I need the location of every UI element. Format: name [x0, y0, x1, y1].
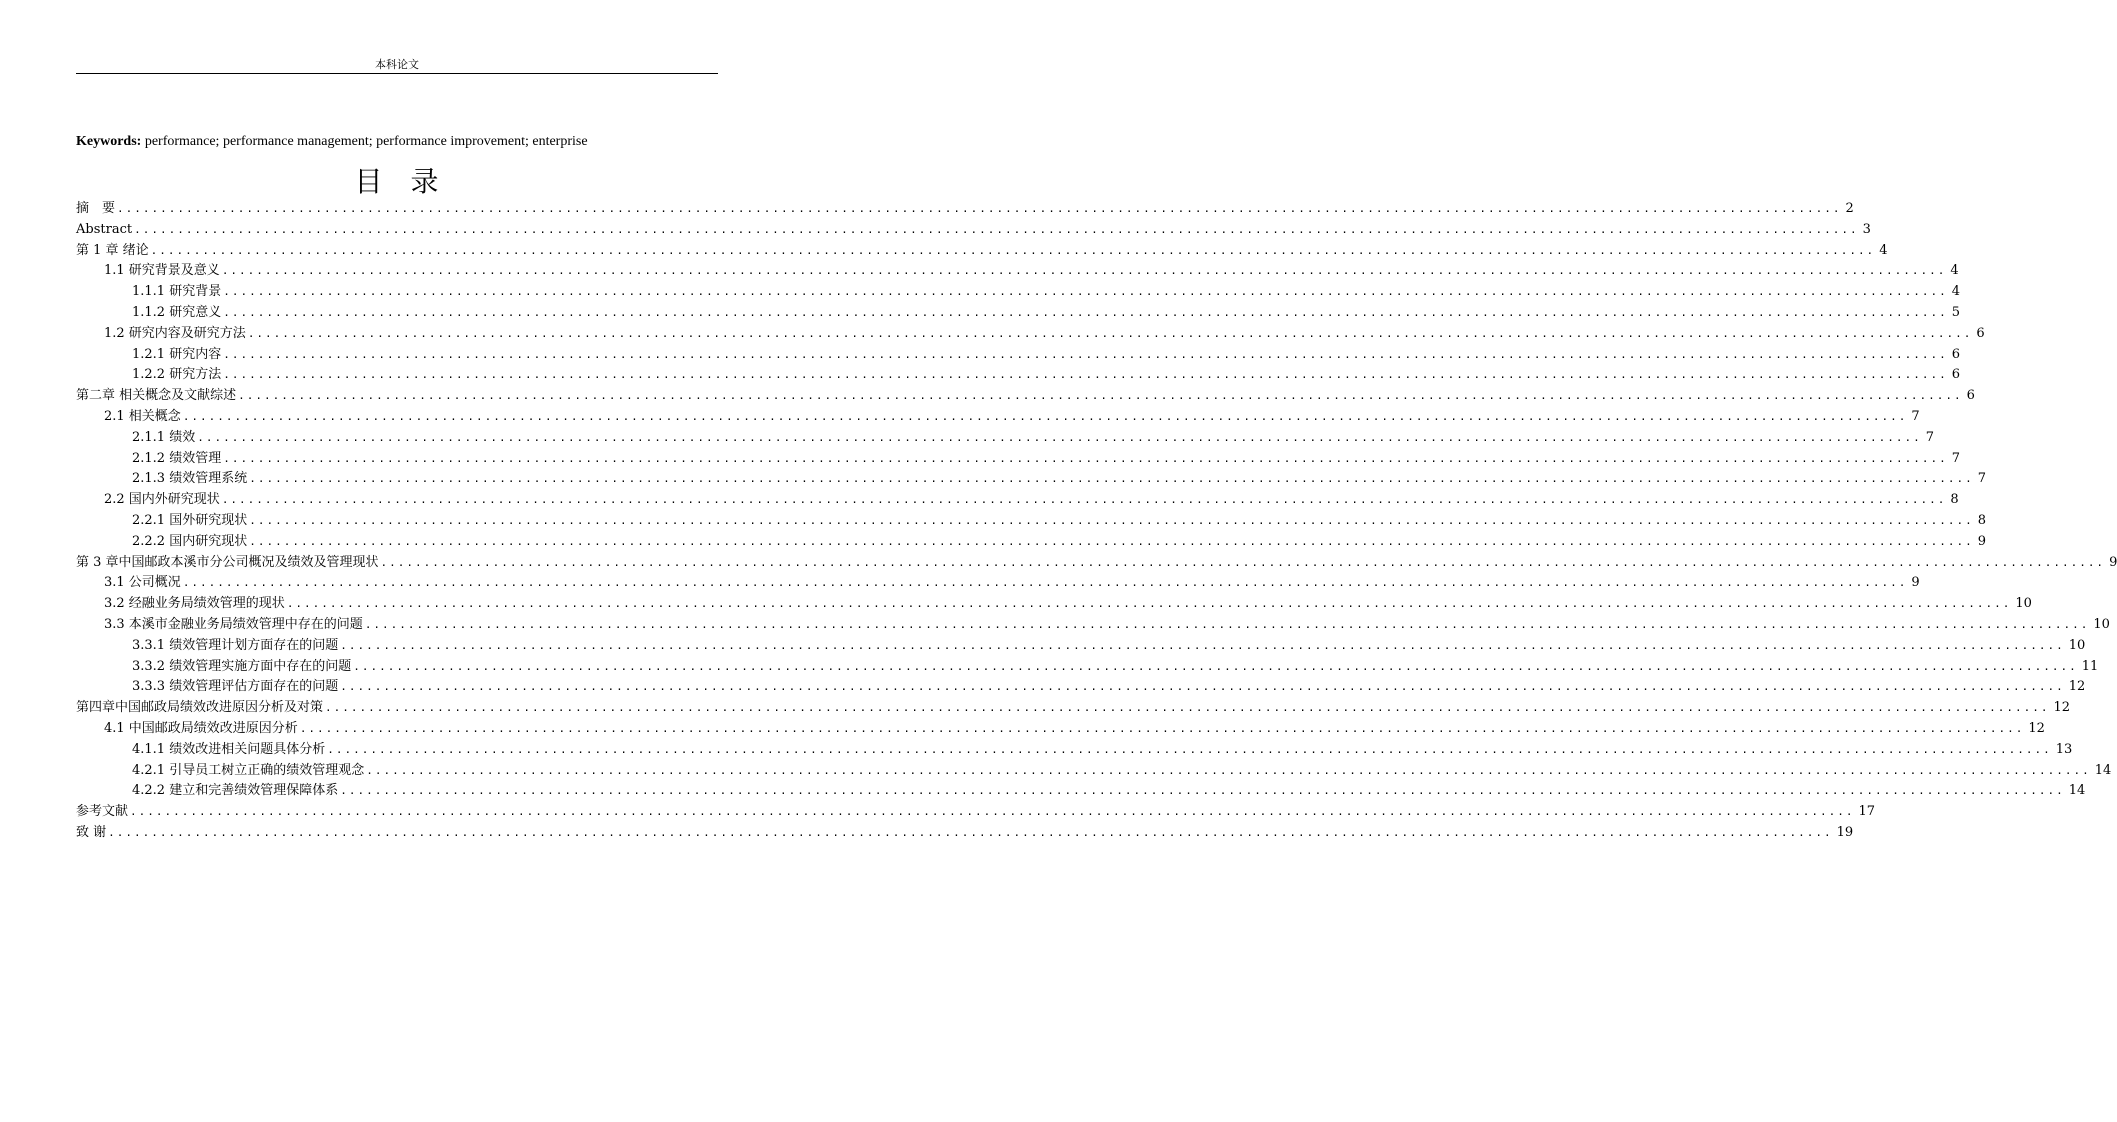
toc-entry-label: 2.1.3 绩效管理系统 — [132, 471, 248, 487]
toc-entry[interactable] — [76, 761, 2112, 782]
toc-leader-dots: ........................................................................................................................................................................................................ — [130, 805, 1855, 819]
toc-entry-page: 14 — [2068, 783, 2086, 799]
toc-entry[interactable] — [76, 802, 1876, 823]
toc-entry-page: 8 — [1977, 512, 1987, 528]
toc-leader-dots: ........................................................................................................................................................................................................ — [223, 368, 1948, 382]
toc-entry[interactable] — [76, 698, 2071, 719]
toc-entry-page: 4 — [1879, 242, 1888, 258]
toc-entry-page: 8 — [1950, 492, 1959, 508]
toc-entry-page: 6 — [1951, 367, 1961, 383]
toc-entry-label: 3.1 公司概况 — [104, 575, 181, 591]
toc-entry-page: 5 — [1951, 304, 1961, 320]
toc-entry-page: 7 — [1951, 450, 1961, 466]
toc-entry-page: 7 — [1925, 429, 1935, 445]
toc-entry[interactable] — [76, 345, 1961, 366]
toc-leader-dots: ........................................................................................................................................................................................................ — [353, 659, 2078, 673]
toc-leader-dots: ........................................................................................................................................................................................................ — [223, 451, 1948, 465]
toc-entry-label: 第 3 章中国邮政本溪市分公司概况及绩效及管理现状 — [76, 554, 379, 570]
toc-entry[interactable] — [76, 199, 1854, 220]
toc-entry[interactable] — [76, 241, 1888, 262]
toc-leader-dots: ........................................................................................................................................................................................................ — [182, 576, 1908, 590]
toc-entry-page: 3 — [1862, 221, 1871, 237]
toc-entry[interactable] — [76, 386, 1975, 407]
toc-leader-dots: ........................................................................................................................................................................................................ — [247, 326, 1973, 340]
toc-entry[interactable] — [76, 407, 1920, 428]
keywords-value: performance; performance management; performance improvement; enterprise — [141, 134, 588, 149]
toc-entry-label: 3.2 经融业务局绩效管理的现状 — [104, 596, 285, 612]
toc-leader-dots: ........................................................................................................................................................................................................ — [325, 701, 2050, 715]
toc-entry-label: 致 谢 — [76, 824, 107, 840]
toc-leader-dots: ........................................................................................................................................................................................................ — [223, 347, 1948, 361]
toc-entry-label: 2.2.1 国外研究现状 — [132, 512, 248, 528]
toc-entry-label: 参考文献 — [76, 804, 129, 820]
toc-leader-dots: ........................................................................................................................................................................................................ — [134, 222, 1859, 236]
toc-leader-dots: ........................................................................................................................................................................................................ — [340, 784, 2065, 798]
toc-entry-page: 10 — [2093, 616, 2110, 632]
toc-entry[interactable] — [76, 282, 1961, 303]
toc-leader-dots: ........................................................................................................................................................................................................ — [117, 202, 1842, 215]
toc-entry[interactable] — [76, 573, 1920, 594]
toc-leader-dots: ........................................................................................................................................................................................................ — [249, 513, 1974, 527]
toc-entry-label: 4.1.1 绩效改进相关问题具体分析 — [132, 741, 326, 757]
toc-leader-dots: ........................................................................................................................................................................................................ — [340, 638, 2065, 652]
toc-leader-dots: ........................................................................................................................................................................................................ — [221, 493, 1947, 507]
toc-entry-label: 2.1.2 绩效管理 — [132, 450, 222, 466]
toc-entry-label: 2.1.1 绩效 — [132, 429, 196, 445]
toc-entry-label: 2.1 相关概念 — [104, 408, 181, 424]
toc-entry-label: 1.2.2 研究方法 — [132, 367, 222, 383]
toc-entry[interactable] — [76, 428, 1935, 449]
toc-leader-dots: ........................................................................................................................................................................................................ — [108, 825, 1833, 839]
header-rule — [76, 73, 718, 74]
toc-leader-dots: ........................................................................................................................................................................................................ — [238, 389, 1963, 403]
toc-entry[interactable] — [76, 303, 1961, 324]
toc-leader-dots: ........................................................................................................................................................................................................ — [249, 534, 1974, 548]
toc-entry-label: 1.2 研究内容及研究方法 — [104, 325, 246, 341]
toc-entry-page: 11 — [2081, 658, 2099, 674]
toc-entry[interactable] — [76, 490, 1959, 511]
toc-entry[interactable] — [76, 615, 2110, 636]
keywords-label: Keywords: — [76, 134, 142, 149]
toc-entry-page: 10 — [2068, 637, 2086, 653]
toc-entry-page: 7 — [1977, 471, 1987, 487]
toc-entry-label: 第四章中国邮政局绩效改进原因分析及对策 — [76, 700, 324, 716]
toc-entry[interactable] — [76, 594, 2032, 615]
toc-entry-page: 12 — [2053, 700, 2071, 716]
toc-entry-page: 13 — [2055, 741, 2073, 757]
toc-entry-page: 6 — [1966, 388, 1975, 404]
toc-leader-dots: ........................................................................................................................................................................................................ — [223, 305, 1948, 319]
toc-entry[interactable] — [76, 324, 1985, 345]
toc-entry[interactable] — [76, 532, 1987, 553]
toc-entry-page: 17 — [1858, 804, 1876, 820]
toc-leader-dots: ........................................................................................................................................................................................................ — [299, 721, 2025, 735]
toc-entry-page: 19 — [1836, 824, 1854, 840]
toc-entry-label: 3.3 本溪市金融业务局绩效管理中存在的问题 — [104, 616, 363, 632]
toc-entry[interactable] — [76, 823, 1854, 844]
toc-entry-page: 12 — [2028, 720, 2045, 736]
toc-leader-dots: ........................................................................................................................................................................................................ — [249, 472, 1974, 486]
toc-entry-label: 1.1.1 研究背景 — [132, 284, 222, 300]
toc-leader-dots: ........................................................................................................................................................................................................ — [150, 243, 1876, 257]
toc-entry-label: 3.3.2 绩效管理实施方面中存在的问题 — [132, 658, 352, 674]
toc-entry-page: 12 — [2068, 679, 2086, 695]
toc-entry-page: 9 — [1911, 575, 1920, 591]
toc-entry[interactable] — [76, 365, 1961, 386]
toc-entry-label: 摘 要 — [76, 201, 116, 216]
toc-entry-label: 2.2 国内外研究现状 — [104, 492, 220, 508]
toc-entry[interactable] — [76, 449, 1961, 470]
toc-entry-label: 1.1.2 研究意义 — [132, 304, 222, 320]
toc-entry-page: 2 — [1845, 201, 1854, 216]
toc-title: 目录 — [354, 165, 467, 198]
toc-leader-dots: ........................................................................................................................................................................................................ — [364, 617, 2090, 631]
table-of-contents — [76, 199, 2117, 844]
toc-entry[interactable] — [76, 781, 2086, 802]
toc-entry-label: Abstract — [76, 221, 133, 237]
toc-leader-dots: ........................................................................................................................................................................................................ — [327, 742, 2052, 756]
toc-entry-page: 7 — [1911, 408, 1920, 424]
toc-entry-label: 4.1 中国邮政局绩效改进原因分析 — [104, 720, 298, 736]
toc-leader-dots: ........................................................................................................................................................................................................ — [182, 409, 1908, 423]
toc-entry[interactable] — [76, 220, 1871, 241]
toc-entry-label: 1.1 研究背景及意义 — [104, 263, 220, 279]
toc-entry[interactable] — [76, 469, 1987, 490]
toc-entry[interactable] — [76, 719, 2045, 740]
toc-entry-label: 4.2.1 引导员工树立正确的绩效管理观念 — [132, 762, 365, 778]
toc-entry-label: 4.2.2 建立和完善绩效管理保障体系 — [132, 783, 339, 799]
toc-leader-dots: ........................................................................................................................................................................................................ — [223, 285, 1948, 299]
toc-entry-page: 6 — [1976, 325, 1985, 341]
toc-entry-page: 4 — [1950, 263, 1959, 279]
keywords-line — [76, 134, 588, 150]
toc-leader-dots: ........................................................................................................................................................................................................ — [286, 597, 2012, 611]
toc-entry-label: 3.3.3 绩效管理评估方面存在的问题 — [132, 679, 339, 695]
toc-entry-label: 第二章 相关概念及文献综述 — [76, 388, 237, 404]
toc-leader-dots: ........................................................................................................................................................................................................ — [221, 264, 1947, 278]
toc-entry-page: 6 — [1951, 346, 1961, 362]
toc-entry[interactable] — [76, 740, 2073, 761]
toc-entry[interactable] — [76, 511, 1987, 532]
toc-entry[interactable] — [76, 636, 2086, 657]
toc-leader-dots: ........................................................................................................................................................................................................ — [366, 763, 2091, 777]
toc-leader-dots: ........................................................................................................................................................................................................ — [197, 430, 1922, 444]
toc-entry-label: 2.2.2 国内研究现状 — [132, 533, 248, 549]
toc-entry-page: 9 — [1977, 533, 1987, 549]
toc-entry-label: 第 1 章 绪论 — [76, 242, 149, 258]
toc-entry[interactable] — [76, 261, 1959, 282]
toc-entry-label: 3.3.1 绩效管理计划方面存在的问题 — [132, 637, 339, 653]
toc-leader-dots: ........................................................................................................................................................................................................ — [340, 680, 2065, 694]
toc-leader-dots: ........................................................................................................................................................................................................ — [380, 555, 2106, 569]
toc-entry[interactable] — [76, 553, 2117, 574]
toc-entry[interactable] — [76, 677, 2086, 698]
toc-entry-label: 1.2.1 研究内容 — [132, 346, 222, 362]
toc-entry-page: 10 — [2015, 596, 2032, 612]
toc-entry-page: 9 — [2109, 554, 2117, 570]
running-header: 本科论文 — [375, 58, 419, 71]
toc-entry-page: 4 — [1951, 284, 1961, 300]
toc-entry-page: 14 — [2094, 762, 2112, 778]
toc-entry[interactable] — [76, 657, 2099, 678]
